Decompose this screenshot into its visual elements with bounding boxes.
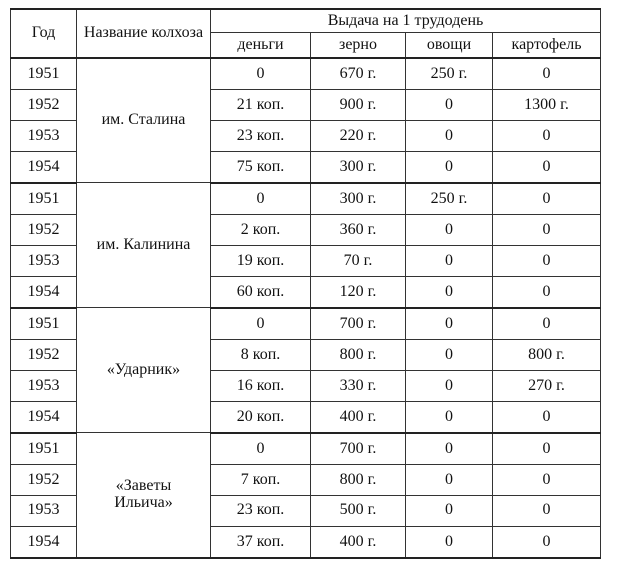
- cell-year: 1953: [11, 495, 77, 526]
- cell-potatoes: 270 г.: [493, 370, 601, 401]
- cell-potatoes: 1300 г.: [493, 90, 601, 121]
- cell-vegetables: 0: [406, 276, 493, 308]
- cell-year: 1954: [11, 401, 77, 433]
- cell-vegetables: 0: [406, 120, 493, 151]
- cell-money: 75 коп.: [211, 151, 311, 183]
- cell-money: 23 коп.: [211, 495, 311, 526]
- cell-potatoes: 0: [493, 464, 601, 495]
- cell-grain: 800 г.: [311, 339, 406, 370]
- cell-year: 1951: [11, 433, 77, 465]
- cell-grain: 300 г.: [311, 151, 406, 183]
- cell-grain: 700 г.: [311, 308, 406, 340]
- cell-money: 2 коп.: [211, 214, 311, 245]
- cell-money: 20 коп.: [211, 401, 311, 433]
- cell-money: 16 коп.: [211, 370, 311, 401]
- header-issue-per-workday: Выдача на 1 трудодень: [211, 9, 601, 33]
- cell-vegetables: 0: [406, 370, 493, 401]
- table-row: [11, 183, 601, 215]
- cell-grain: 400 г.: [311, 401, 406, 433]
- cell-year: 1953: [11, 245, 77, 276]
- cell-money: 0: [211, 58, 311, 90]
- collective-farm-table: [10, 8, 601, 559]
- cell-potatoes: 0: [493, 308, 601, 340]
- cell-grain: 120 г.: [311, 276, 406, 308]
- cell-year: 1954: [11, 526, 77, 558]
- header-vegetables: овощи: [406, 33, 493, 59]
- cell-vegetables: 0: [406, 245, 493, 276]
- cell-vegetables: 0: [406, 495, 493, 526]
- header-grain: зерно: [311, 33, 406, 59]
- cell-money: 0: [211, 433, 311, 465]
- cell-grain: 800 г.: [311, 464, 406, 495]
- cell-grain: 360 г.: [311, 214, 406, 245]
- cell-grain: 330 г.: [311, 370, 406, 401]
- cell-money: 7 коп.: [211, 464, 311, 495]
- cell-money: 19 коп.: [211, 245, 311, 276]
- cell-potatoes: 0: [493, 276, 601, 308]
- header-farm-name: Название колхоза: [77, 9, 211, 58]
- cell-vegetables: 0: [406, 90, 493, 121]
- cell-potatoes: 0: [493, 183, 601, 215]
- cell-grain: 220 г.: [311, 120, 406, 151]
- cell-year: 1954: [11, 151, 77, 183]
- cell-year: 1954: [11, 276, 77, 308]
- cell-year: 1952: [11, 90, 77, 121]
- cell-vegetables: 0: [406, 401, 493, 433]
- cell-vegetables: 0: [406, 526, 493, 558]
- cell-vegetables: 0: [406, 339, 493, 370]
- cell-grain: 900 г.: [311, 90, 406, 121]
- cell-year: 1952: [11, 339, 77, 370]
- cell-year: 1953: [11, 370, 77, 401]
- table-row: [11, 58, 601, 90]
- table-row: [11, 433, 601, 465]
- cell-potatoes: 0: [493, 526, 601, 558]
- cell-year: 1952: [11, 464, 77, 495]
- cell-vegetables: 0: [406, 214, 493, 245]
- cell-potatoes: 0: [493, 401, 601, 433]
- cell-potatoes: 0: [493, 151, 601, 183]
- cell-grain: 400 г.: [311, 526, 406, 558]
- cell-farm-name: «Заветы Ильича»: [77, 433, 211, 558]
- cell-year: 1951: [11, 308, 77, 340]
- cell-grain: 670 г.: [311, 58, 406, 90]
- cell-grain: 700 г.: [311, 433, 406, 465]
- cell-vegetables: 250 г.: [406, 58, 493, 90]
- cell-vegetables: 0: [406, 433, 493, 465]
- cell-potatoes: 0: [493, 214, 601, 245]
- cell-year: 1952: [11, 214, 77, 245]
- cell-money: 60 коп.: [211, 276, 311, 308]
- table-body: [11, 58, 601, 558]
- cell-potatoes: 0: [493, 120, 601, 151]
- cell-grain: 500 г.: [311, 495, 406, 526]
- cell-potatoes: 0: [493, 245, 601, 276]
- cell-potatoes: 0: [493, 495, 601, 526]
- cell-vegetables: 250 г.: [406, 183, 493, 215]
- header-year: Год: [11, 9, 77, 58]
- header-money: деньги: [211, 33, 311, 59]
- cell-vegetables: 0: [406, 464, 493, 495]
- cell-potatoes: 800 г.: [493, 339, 601, 370]
- cell-farm-name: «Ударник»: [77, 308, 211, 433]
- cell-money: 37 коп.: [211, 526, 311, 558]
- cell-money: 23 коп.: [211, 120, 311, 151]
- cell-grain: 70 г.: [311, 245, 406, 276]
- cell-farm-name: им. Сталина: [77, 58, 211, 183]
- cell-potatoes: 0: [493, 433, 601, 465]
- cell-year: 1953: [11, 120, 77, 151]
- cell-money: 21 коп.: [211, 90, 311, 121]
- cell-grain: 300 г.: [311, 183, 406, 215]
- cell-year: 1951: [11, 183, 77, 215]
- cell-year: 1951: [11, 58, 77, 90]
- cell-potatoes: 0: [493, 58, 601, 90]
- cell-farm-name: им. Калинина: [77, 183, 211, 308]
- cell-vegetables: 0: [406, 308, 493, 340]
- cell-vegetables: 0: [406, 151, 493, 183]
- cell-money: 8 коп.: [211, 339, 311, 370]
- table-row: [11, 308, 601, 340]
- cell-money: 0: [211, 308, 311, 340]
- cell-money: 0: [211, 183, 311, 215]
- header-potatoes: картофель: [493, 33, 601, 59]
